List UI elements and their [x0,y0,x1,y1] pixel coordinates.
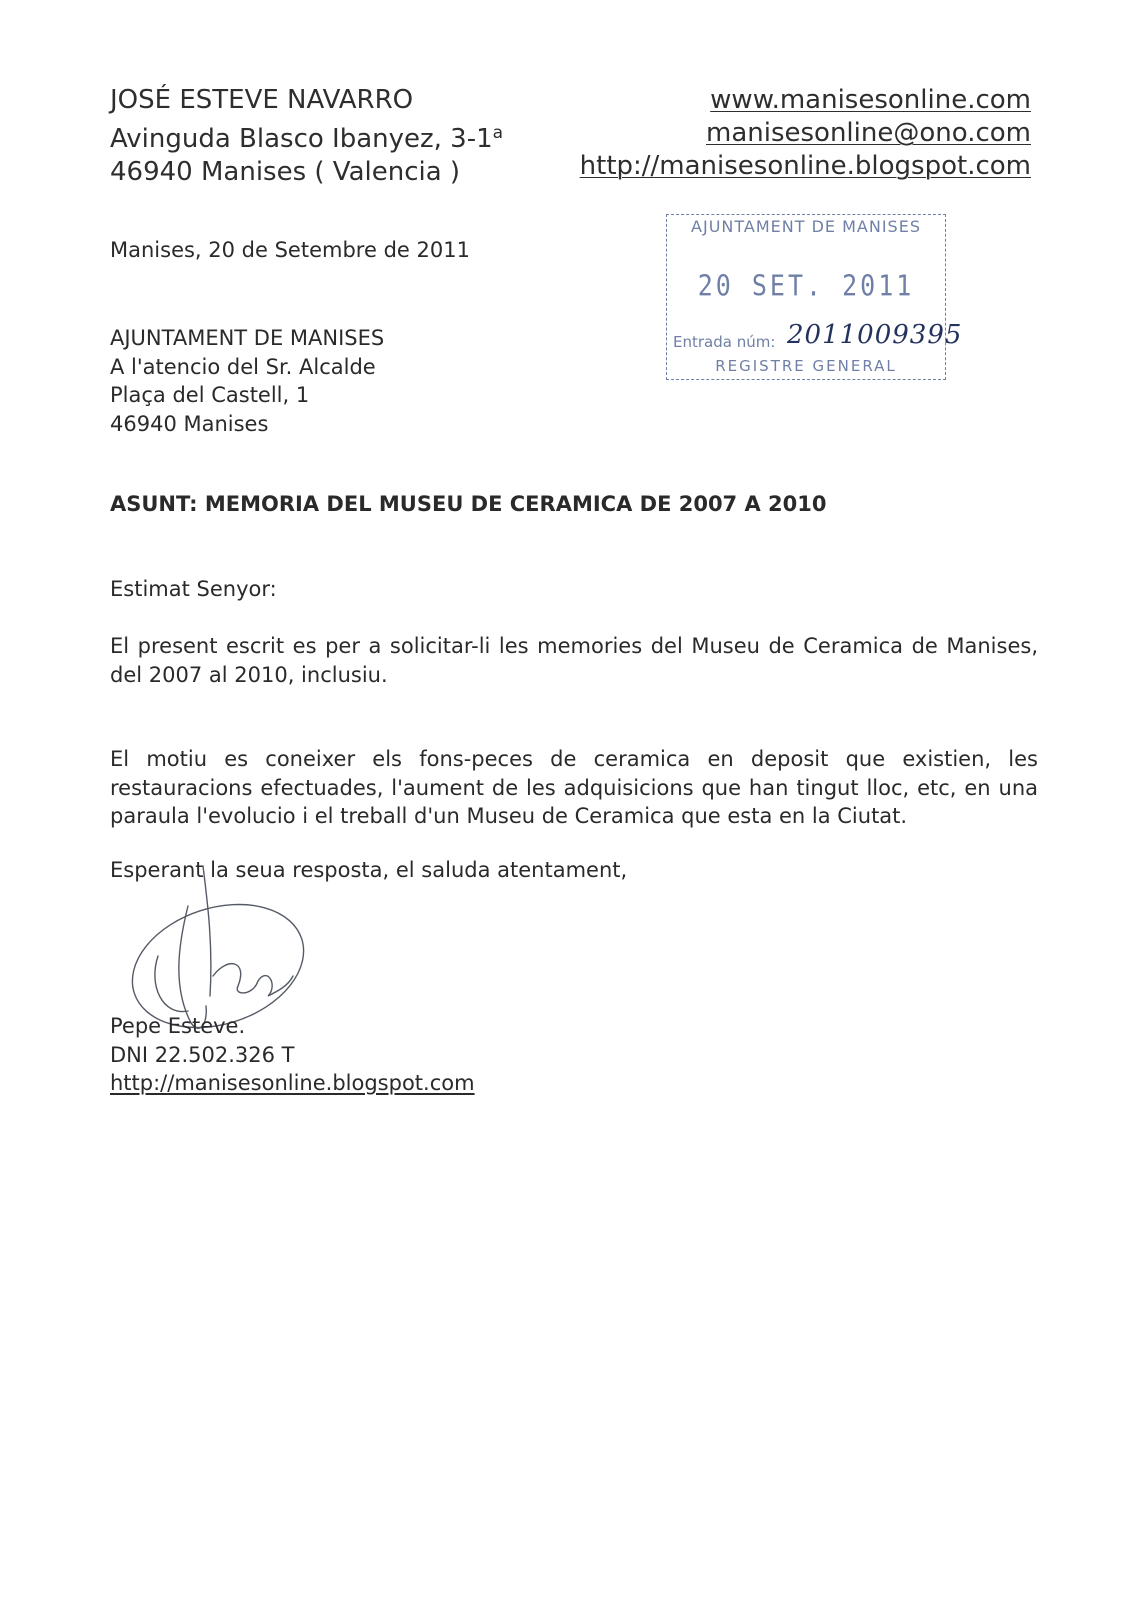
greeting: Estimat Senyor: [110,577,277,601]
sender-address-text: Avinguda Blasco Ibanyez, 3-1 [110,124,493,154]
sender-address [110,117,503,156]
body-paragraph-2: El motiu es coneixer els fons-peces de ceramica en deposit que existien, les restauracions efectuades, l'aument de les adquisicions que han tingut lloc, etc, en una paraula l'evolucio i el treball d'un Museu de Ceramica que esta en la Ciutat. [110,747,1038,828]
stamp-register: REGISTRE GENERAL [715,357,897,375]
recipient-line-4: 46940 Manises [110,411,269,436]
sender-name: JOSÉ ESTEVE NAVARRO [110,85,414,115]
stamp-entry-number: 2011009395 [787,320,963,350]
stamp-title: AJUNTAMENT DE MANISES [691,217,921,236]
closing-line: Esperant la seua resposta, el saluda atentament, [110,858,628,882]
signature-stroke-2 [203,866,211,996]
signer-name: Pepe Esteve. [110,1014,246,1038]
blog-link[interactable]: http://manisesonline.blogspot.com [579,151,1031,181]
sender-block [110,84,503,189]
stamp-date: 20 SET. 2011 [697,268,915,303]
recipient-line-3: Plaça del Castell, 1 [110,383,310,407]
signer-dni: DNI 22.502.326 T [110,1042,295,1067]
contact-links [580,84,1031,183]
recipient-line-1: AJUNTAMENT DE MANISES [110,326,385,350]
sender-address-sup: a [492,123,504,143]
website-link[interactable]: www.manisesonline.com [710,85,1031,115]
signoff-block [110,1012,475,1098]
date-line: Manises, 20 de Setembre de 2011 [110,238,470,262]
email-link[interactable]: manisesonline@ono.com [706,118,1031,148]
signature-stroke-3 [213,964,293,996]
stamp-entry-label: Entrada núm: [673,333,776,351]
recipient-block [110,324,384,438]
subject-line: ASUNT: MEMORIA DEL MUSEU DE CERAMICA DE 2007 A 2010 [110,492,827,516]
registry-stamp [666,214,963,380]
sender-city: 46940 Manises ( Valencia ) [110,157,461,187]
signature-stroke-1 [179,906,206,1028]
body-paragraph-1: El present escrit es per a solicitar-li les memories del Museu de Ceramica de Manises, del 2007 al 2010, inclusiu. [110,634,1038,687]
recipient-line-2: A l'atencio del Sr. Alcalde [110,354,376,379]
signer-blog-link[interactable]: http://manisesonline.blogspot.com [110,1071,475,1095]
